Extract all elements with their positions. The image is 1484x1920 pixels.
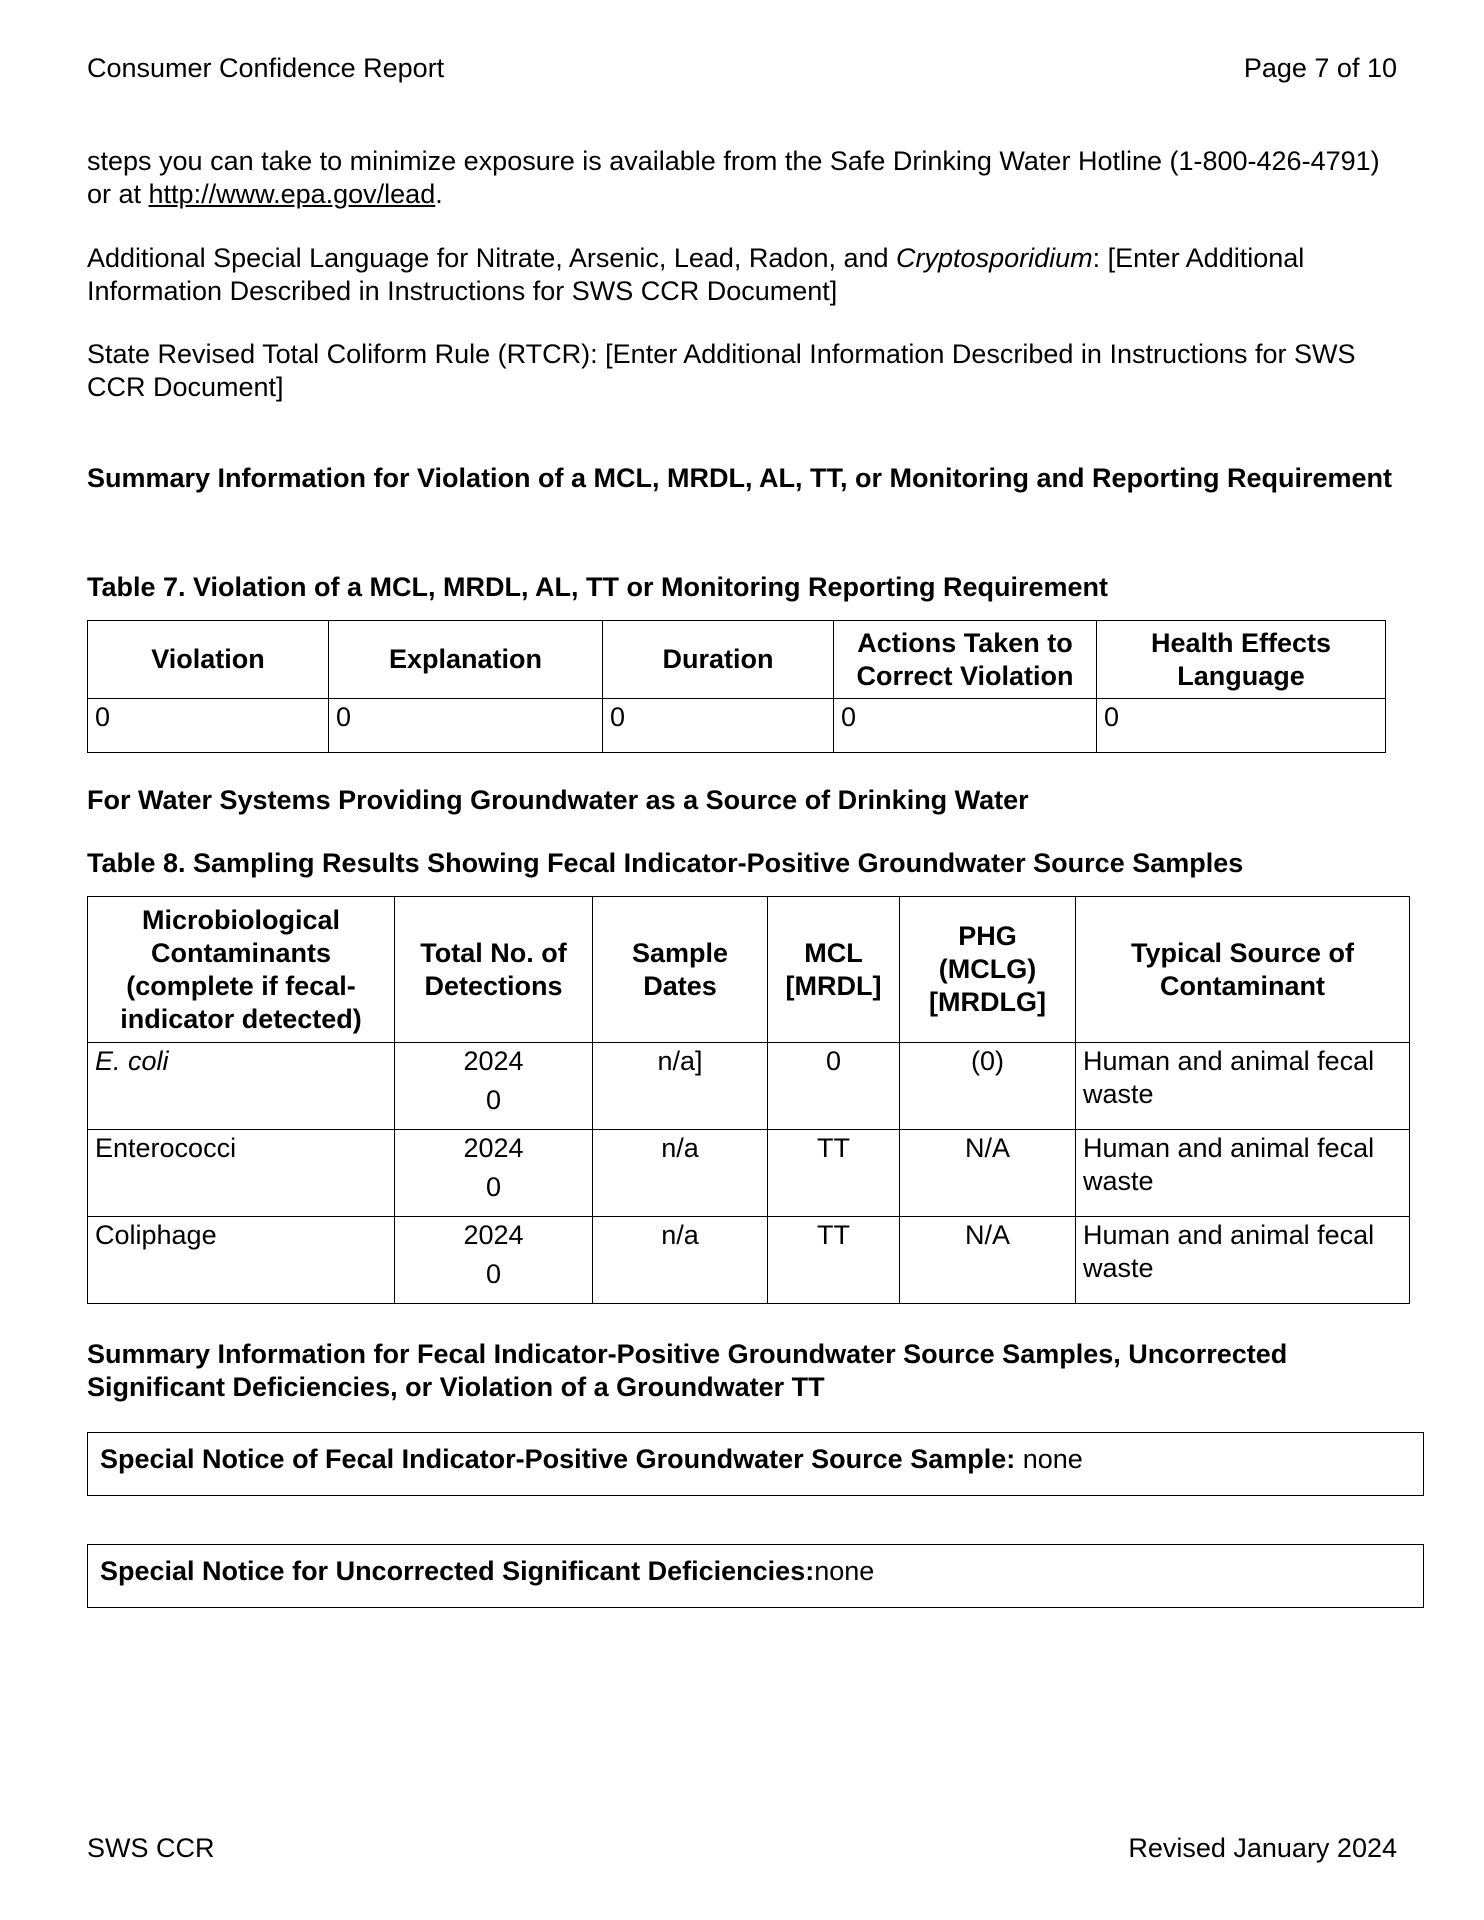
col-actions-taken: Actions Taken to Correct Violation bbox=[834, 621, 1097, 699]
page-footer bbox=[87, 1832, 1397, 1864]
sample-dates-cell: n/a bbox=[593, 1130, 768, 1217]
source-cell: Human and animal fecal waste bbox=[1076, 1217, 1410, 1304]
phg-cell: (0) bbox=[900, 1043, 1076, 1130]
page-header bbox=[87, 52, 1397, 84]
deficiencies-notice-label: Special Notice for Uncorrected Significant Deficiencies: bbox=[100, 1556, 815, 1586]
actions-cell: 0 bbox=[834, 699, 1097, 753]
lead-info-end: . bbox=[435, 179, 443, 209]
col-total-detections: Total No. of Detections bbox=[395, 897, 593, 1043]
mcl-cell: TT bbox=[768, 1130, 900, 1217]
mcl-cell: 0 bbox=[768, 1043, 900, 1130]
col-microbiological-contaminants: Microbiological Contaminants (complete if fecal-indicator detected) bbox=[88, 897, 395, 1043]
source-cell: Human and animal fecal waste bbox=[1076, 1043, 1410, 1130]
summary-violation-heading: Summary Information for Violation of a MCL, MRDL, AL, TT, or Monitoring and Reporting Requirement bbox=[87, 463, 1392, 493]
footer-revision: Revised January 2024 bbox=[1128, 1833, 1397, 1863]
detection-count: 0 bbox=[485, 1259, 502, 1289]
table-row bbox=[88, 699, 1386, 753]
col-sample-dates: Sample Dates bbox=[593, 897, 768, 1043]
violation-cell: 0 bbox=[88, 699, 329, 753]
detection-year: 2024 bbox=[463, 1220, 524, 1250]
sample-dates-cell: n/a bbox=[593, 1217, 768, 1304]
fecal-sampling-table bbox=[87, 896, 1410, 1304]
groundwater-heading: For Water Systems Providing Groundwater as a Source of Drinking Water bbox=[87, 785, 1029, 815]
header-title: Consumer Confidence Report bbox=[87, 53, 445, 83]
lead-info-paragraph bbox=[87, 145, 1407, 211]
detections-cell bbox=[395, 1130, 593, 1217]
rtcr-paragraph: State Revised Total Coliform Rule (RTCR): [Enter Additional Information Described in Instructions for SWS CCR Document] bbox=[87, 339, 1356, 402]
special-language-paragraph bbox=[87, 242, 1407, 308]
lead-info-text: steps you can take to minimize exposure is available from the Safe Drinking Water Hotline (1-800-426-4791) or at bbox=[87, 146, 1380, 209]
col-health-effects: Health Effects Language bbox=[1097, 621, 1386, 699]
fecal-notice-value: none bbox=[1015, 1444, 1083, 1474]
cryptosporidium-term: Cryptosporidium bbox=[896, 243, 1093, 273]
col-explanation: Explanation bbox=[329, 621, 603, 699]
detection-year: 2024 bbox=[463, 1133, 524, 1163]
table-row bbox=[88, 1217, 1410, 1304]
detection-year: 2024 bbox=[463, 1046, 524, 1076]
sample-dates-cell: n/a] bbox=[593, 1043, 768, 1130]
detections-cell bbox=[395, 1043, 593, 1130]
col-typical-source: Typical Source of Contaminant bbox=[1076, 897, 1410, 1043]
violation-table bbox=[87, 620, 1386, 753]
deficiencies-notice-box bbox=[87, 1544, 1424, 1608]
table-row bbox=[88, 1130, 1410, 1217]
table-row bbox=[88, 1043, 1410, 1130]
mcl-cell: TT bbox=[768, 1217, 900, 1304]
contaminant-name: E. coli bbox=[95, 1046, 169, 1076]
epa-lead-link[interactable]: http://www.epa.gov/lead bbox=[148, 179, 436, 209]
footer-doc-id: SWS CCR bbox=[87, 1833, 215, 1863]
phg-cell: N/A bbox=[900, 1130, 1076, 1217]
source-cell: Human and animal fecal waste bbox=[1076, 1130, 1410, 1217]
fecal-notice-box bbox=[87, 1432, 1424, 1496]
special-language-text: Additional Special Language for Nitrate, Arsenic, Lead, Radon, and bbox=[87, 243, 897, 273]
health-effects-cell: 0 bbox=[1097, 699, 1386, 753]
col-violation: Violation bbox=[88, 621, 329, 699]
explanation-cell: 0 bbox=[329, 699, 603, 753]
contaminant-cell: Enterococci bbox=[88, 1130, 395, 1217]
detection-count: 0 bbox=[485, 1085, 502, 1115]
col-mcl: MCL [MRDL] bbox=[768, 897, 900, 1043]
col-phg: PHG (MCLG) [MRDLG] bbox=[900, 897, 1076, 1043]
contaminant-cell bbox=[88, 1043, 395, 1130]
special-language-instructions: : [Enter Additional Information Described in Instructions for SWS CCR Document] bbox=[87, 243, 1305, 306]
phg-cell: N/A bbox=[900, 1217, 1076, 1304]
table8-caption: Table 8. Sampling Results Showing Fecal Indicator-Positive Groundwater Source Samples bbox=[87, 848, 1244, 878]
fecal-notice-label: Special Notice of Fecal Indicator-Positive Groundwater Source Sample: bbox=[100, 1444, 1016, 1474]
page-number: Page 7 of 10 bbox=[1243, 53, 1397, 83]
summary-fecal-heading: Summary Information for Fecal Indicator-Positive Groundwater Source Samples, Uncorrected Significant Deficiencies, or Violation of a Groundwater TT bbox=[87, 1339, 1288, 1402]
detections-cell bbox=[395, 1217, 593, 1304]
col-duration: Duration bbox=[603, 621, 834, 699]
duration-cell: 0 bbox=[603, 699, 834, 753]
violation-table-header-row bbox=[88, 621, 1386, 699]
contaminant-cell: Coliphage bbox=[88, 1217, 395, 1304]
table7-caption: Table 7. Violation of a MCL, MRDL, AL, TT or Monitoring Reporting Requirement bbox=[87, 572, 1108, 602]
fecal-table-header-row bbox=[88, 897, 1410, 1043]
deficiencies-notice-value: none bbox=[814, 1556, 875, 1586]
detection-count: 0 bbox=[485, 1172, 502, 1202]
